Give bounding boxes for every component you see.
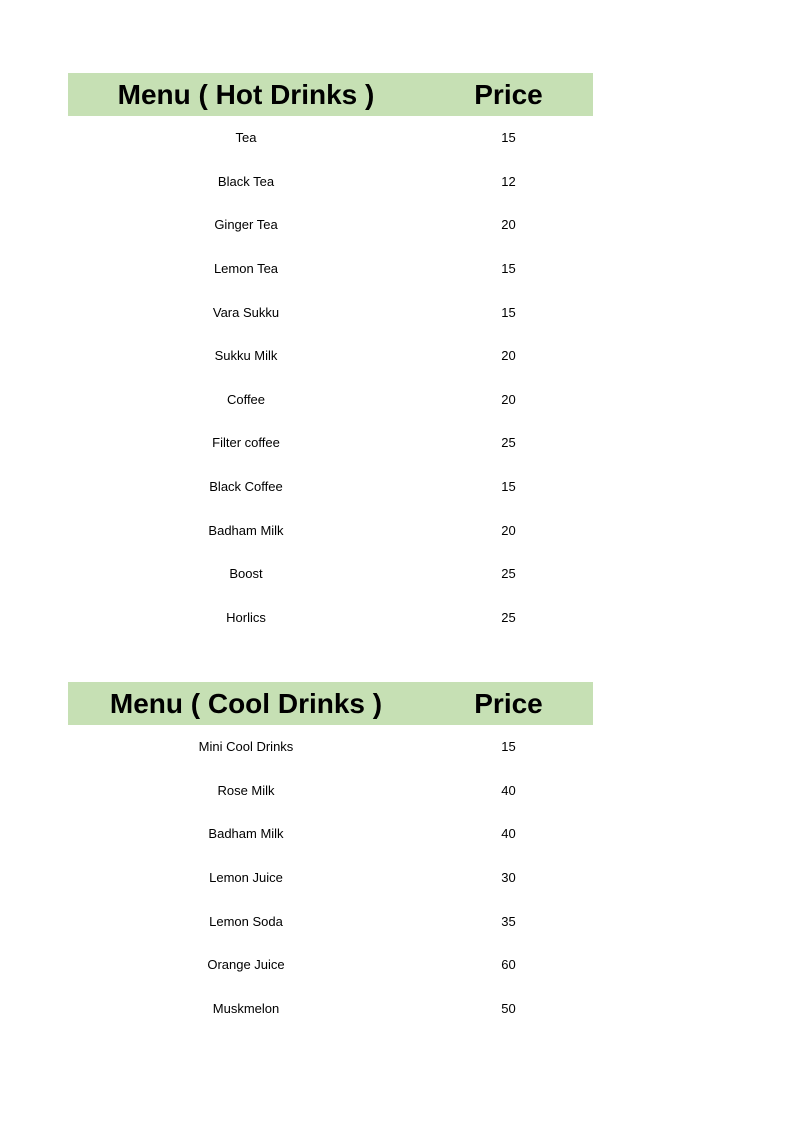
- table-row: [68, 203, 593, 247]
- hot-drinks-header: [68, 73, 593, 116]
- table-row: [68, 421, 593, 465]
- item-price: 20: [501, 217, 516, 233]
- item-price: 30: [501, 870, 516, 886]
- table-row: [68, 378, 593, 422]
- item-name: Rose Milk: [217, 782, 275, 798]
- item-name: Badham Milk: [208, 522, 284, 538]
- table-row: [68, 160, 593, 204]
- item-name: Lemon Tea: [213, 261, 279, 277]
- cool-drinks-header: [68, 682, 593, 725]
- table-row: [68, 725, 593, 769]
- table-row: [68, 116, 593, 160]
- item-name: Badham Milk: [208, 826, 284, 842]
- item-price: 20: [501, 522, 516, 538]
- item-price: 25: [501, 609, 516, 625]
- item-price: 15: [501, 304, 516, 320]
- hot-drinks-list: [68, 116, 593, 639]
- table-row: [68, 465, 593, 509]
- item-price: 25: [501, 566, 516, 582]
- item-price: 40: [501, 826, 516, 842]
- item-name: Black Tea: [217, 173, 275, 189]
- item-price: 20: [501, 348, 516, 364]
- table-row: [68, 508, 593, 552]
- table-row: [68, 769, 593, 813]
- item-name: Tea: [235, 130, 257, 146]
- table-row: [68, 943, 593, 987]
- table-row: [68, 334, 593, 378]
- item-price: 15: [501, 479, 516, 495]
- item-name: Coffee: [226, 391, 266, 407]
- table-row: [68, 552, 593, 596]
- item-name: Horlics: [226, 609, 266, 625]
- item-price: 12: [501, 173, 516, 189]
- cool-drinks-table: [68, 682, 593, 1030]
- item-name: Ginger Tea: [214, 217, 278, 233]
- item-price: 60: [501, 957, 516, 973]
- table-row: [68, 856, 593, 900]
- hot-drinks-price-header: Price: [474, 78, 543, 110]
- table-row: [68, 247, 593, 291]
- item-price: 50: [501, 1000, 516, 1016]
- hot-drinks-title: Menu ( Hot Drinks ): [117, 78, 375, 110]
- cool-drinks-title: Menu ( Cool Drinks ): [109, 687, 383, 719]
- cool-drinks-price-header: Price: [474, 687, 543, 719]
- item-price: 20: [501, 391, 516, 407]
- item-price: 40: [501, 782, 516, 798]
- item-price: 15: [501, 261, 516, 277]
- cool-drinks-list: [68, 725, 593, 1030]
- item-name: Lemon Juice: [209, 870, 283, 886]
- item-price: 15: [501, 739, 516, 755]
- table-row: [68, 290, 593, 334]
- item-name: Black Coffee: [209, 479, 283, 495]
- table-row: [68, 987, 593, 1031]
- item-name: Boost: [229, 566, 263, 582]
- item-name: Mini Cool Drinks: [198, 739, 294, 755]
- item-price: 15: [501, 130, 516, 146]
- hot-drinks-table: [68, 73, 593, 639]
- item-price: 25: [501, 435, 516, 451]
- item-name: Lemon Soda: [209, 913, 283, 929]
- item-name: Vara Sukku: [212, 304, 280, 320]
- item-name: Filter coffee: [212, 435, 280, 451]
- table-row: [68, 812, 593, 856]
- table-row: [68, 899, 593, 943]
- table-row: [68, 596, 593, 640]
- item-name: Sukku Milk: [214, 348, 278, 364]
- item-price: 35: [501, 913, 516, 929]
- item-name: Orange Juice: [207, 957, 285, 973]
- item-name: Muskmelon: [212, 1000, 280, 1016]
